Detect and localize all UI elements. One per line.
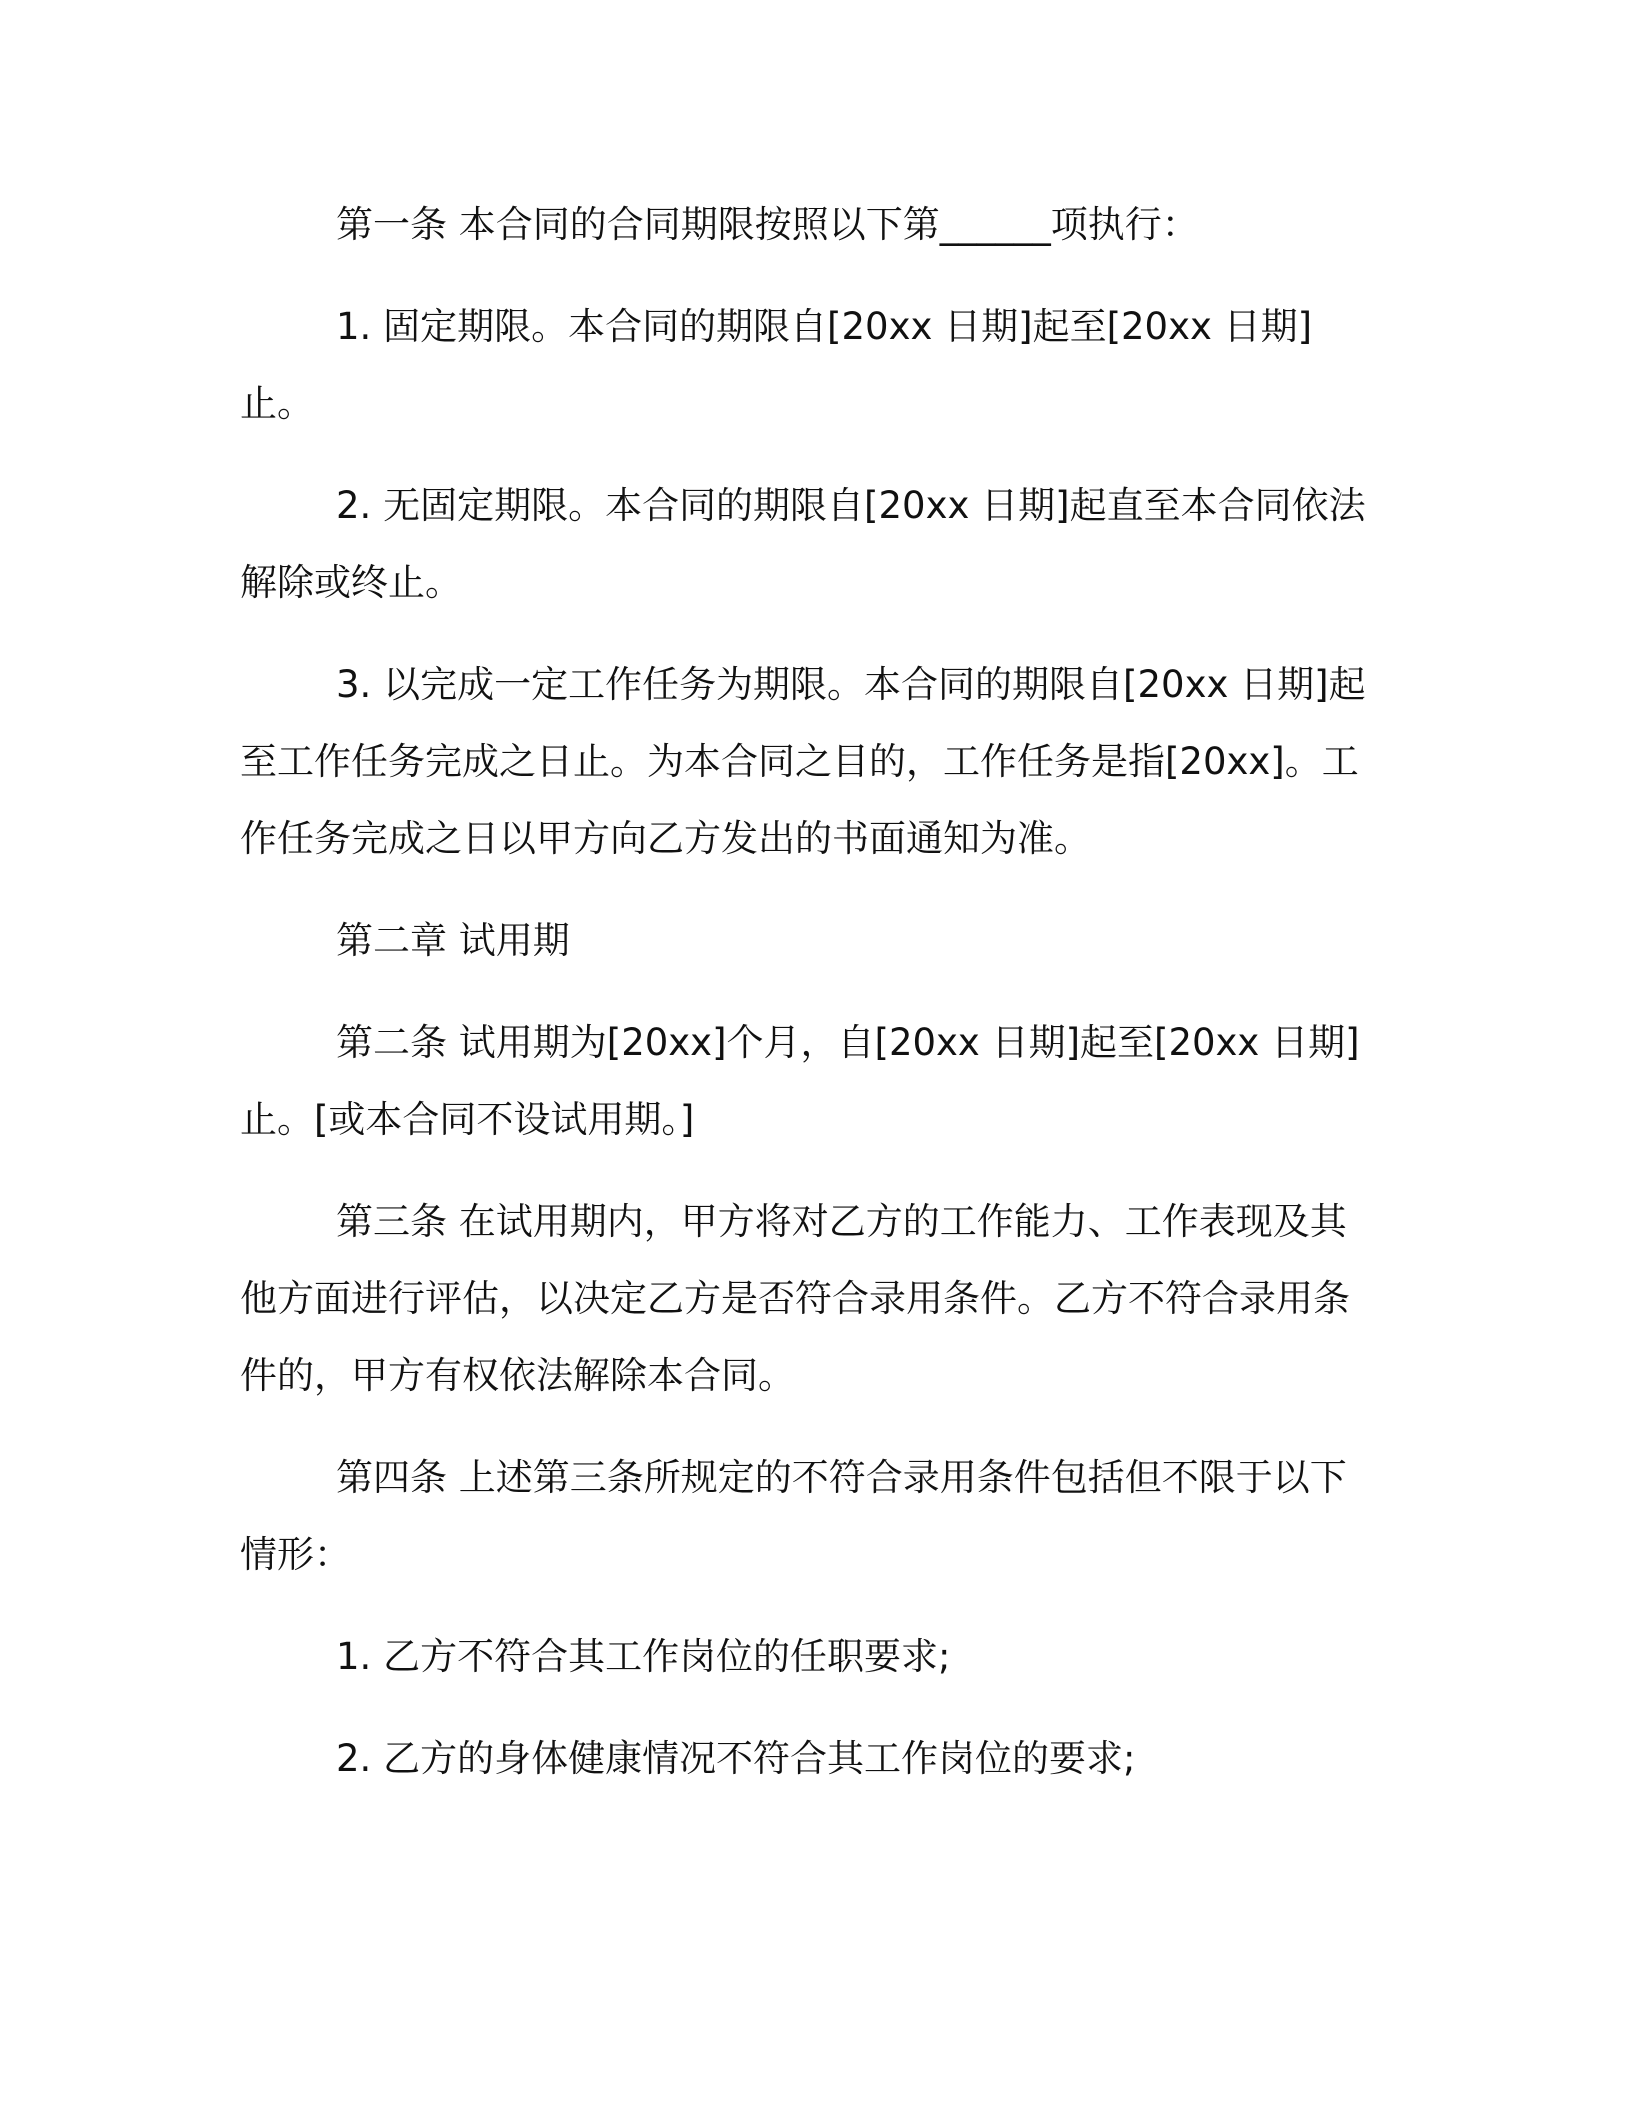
article-1-item-2: 2. 无固定期限。本合同的期限自[20xx 日期]起直至本合同依法解除或终止。 bbox=[240, 484, 1366, 604]
paragraph-spacer bbox=[240, 442, 1380, 467]
paragraph-spacer bbox=[240, 1695, 1380, 1720]
chapter-2-heading: 第二章 试用期 bbox=[336, 919, 570, 962]
article-4-item-1: 1. 乙方不符合其工作岗位的任职要求; bbox=[336, 1635, 951, 1678]
article-1-paragraph: 第一条 本合同的合同期限按照以下第______项执行： bbox=[336, 203, 1199, 246]
article-3-paragraph: 第三条 在试用期内，甲方将对乙方的工作能力、工作表现及其他方面进行评估，以决定乙方是否符合录用条件。乙方不符合录用条件的，甲方有权依法解除本合同。 bbox=[240, 1200, 1350, 1397]
article-4-item-2: 2. 乙方的身体健康情况不符合其工作岗位的要求; bbox=[336, 1737, 1136, 1780]
paragraph-spacer bbox=[240, 621, 1380, 646]
article-1-item-1: 1. 固定期限。本合同的期限自[20xx 日期]起至[20xx 日期]止。 bbox=[240, 305, 1313, 425]
paragraph-spacer bbox=[240, 877, 1380, 902]
article-1-item-3: 3. 以完成一定工作任务为期限。本合同的期限自[20xx 日期]起至工作任务完成之日止。为本合同之目的，工作任务是指[20xx]。工作任务完成之日以甲方向乙方发出的书面通知为准。 bbox=[240, 663, 1366, 860]
paragraph-spacer bbox=[240, 263, 1380, 288]
article-4-paragraph: 第四条 上述第三条所规定的不符合录用条件包括但不限于以下情形： bbox=[240, 1456, 1347, 1576]
paragraph-spacer bbox=[240, 1158, 1380, 1183]
paragraph-spacer bbox=[240, 979, 1380, 1004]
paragraph-spacer bbox=[240, 1593, 1380, 1618]
paragraph-spacer bbox=[240, 1414, 1380, 1439]
document-body bbox=[240, 186, 1380, 1797]
article-2-paragraph: 第二条 试用期为[20xx]个月，自[20xx 日期]起至[20xx 日期]止。[或本合同不设试用期。] bbox=[240, 1021, 1360, 1141]
